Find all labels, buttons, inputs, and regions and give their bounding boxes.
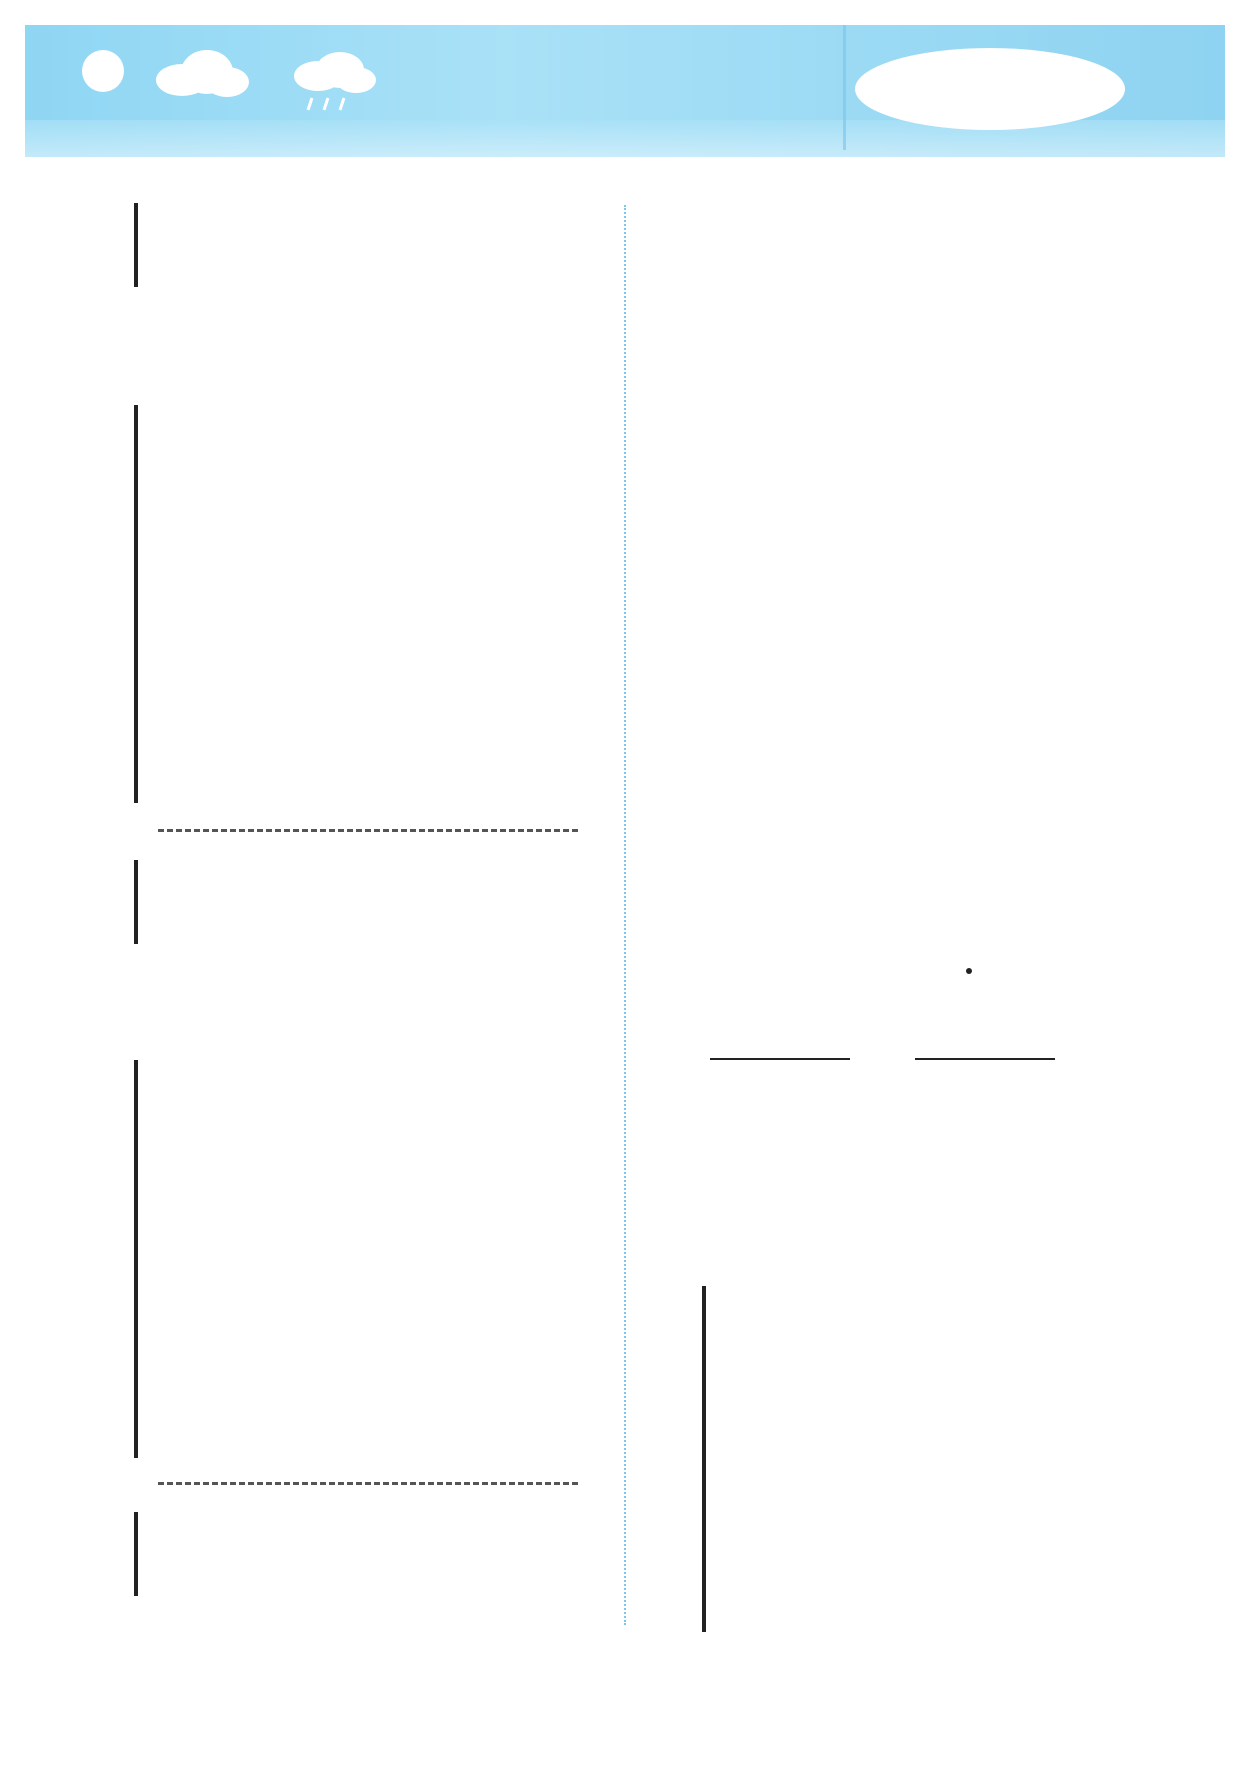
label-bar (134, 405, 138, 803)
column-divider (624, 205, 626, 1625)
label-bar (134, 1512, 138, 1596)
q6-add-rule (710, 1058, 850, 1060)
label-bar (702, 1286, 706, 1632)
lesson5-title (95, 338, 137, 382)
label-bar (134, 203, 138, 287)
dashed-separator (158, 1482, 578, 1485)
label-bar (134, 1060, 138, 1458)
rain-cloud-icon (290, 50, 380, 115)
cloud-icon (152, 42, 252, 102)
answers-label (855, 48, 1125, 130)
header-divider (843, 25, 846, 150)
borrow-dot (966, 968, 972, 974)
dashed-separator (158, 829, 578, 832)
label-bar (134, 860, 138, 944)
sun-icon (82, 50, 124, 92)
q6-sub-rule (915, 1058, 1055, 1060)
lesson1-title (702, 1218, 744, 1262)
